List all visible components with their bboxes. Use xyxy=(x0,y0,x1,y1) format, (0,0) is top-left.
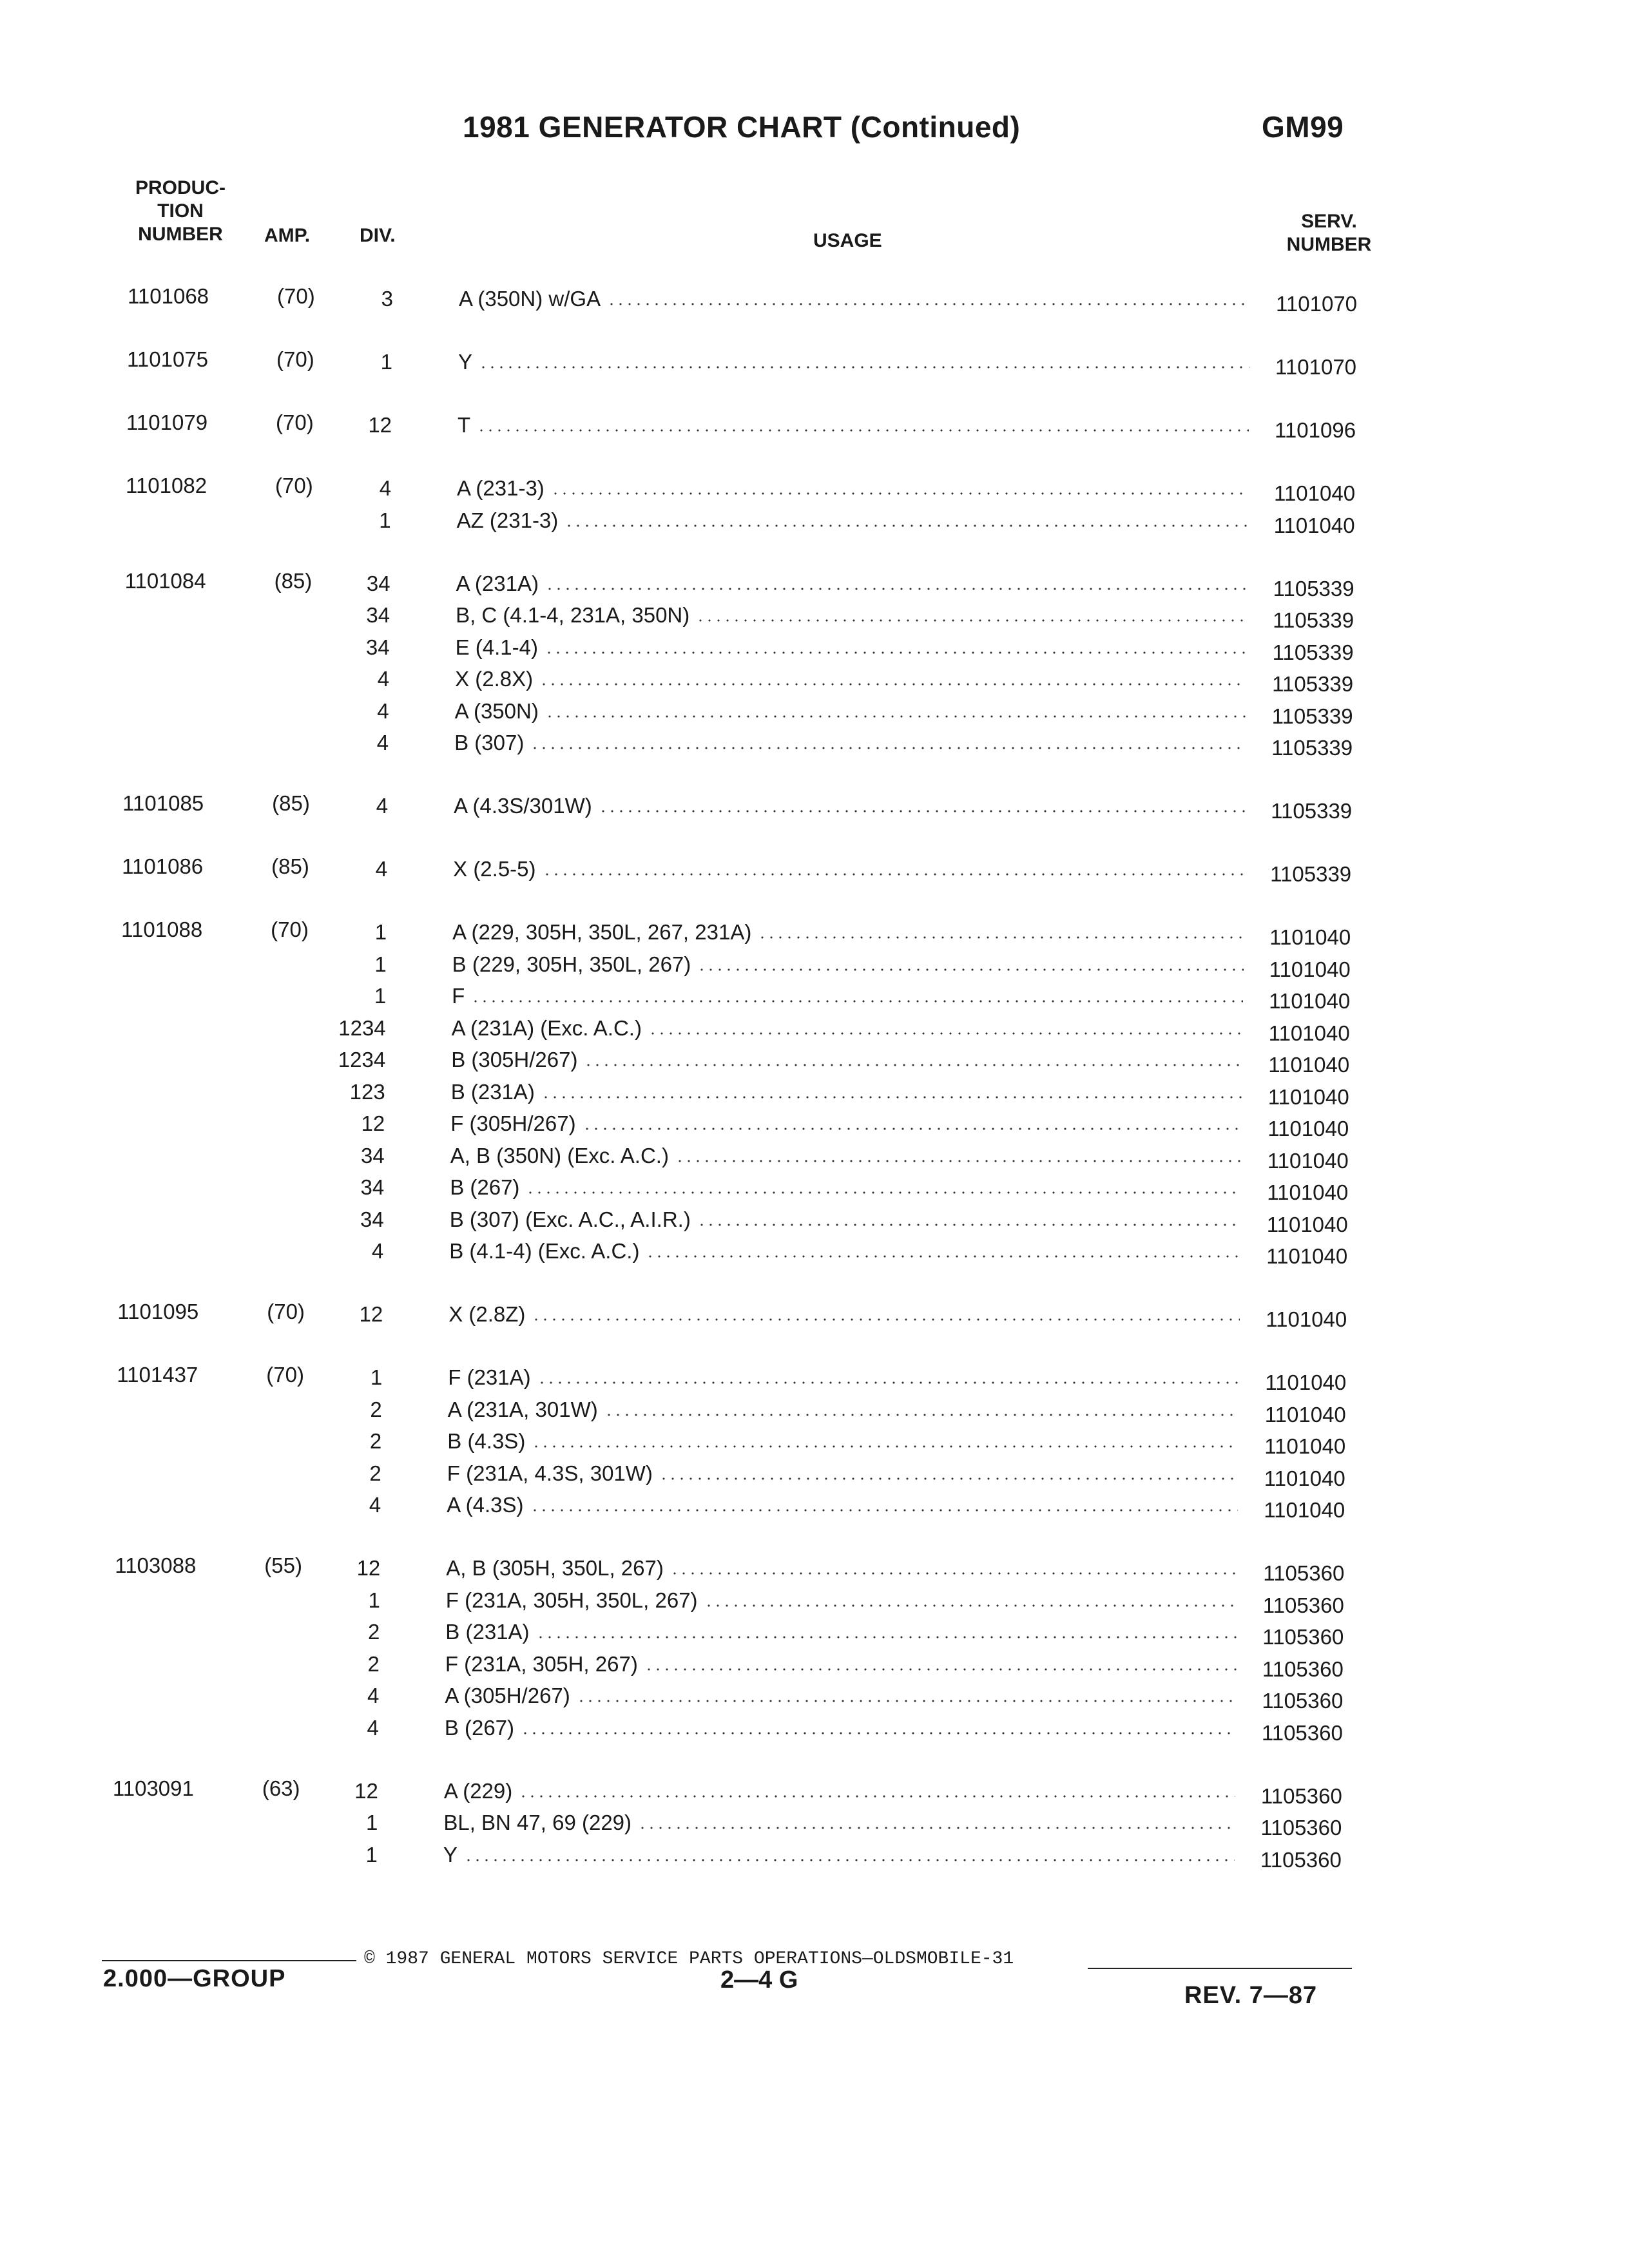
usage-entry xyxy=(453,856,1251,882)
production-number: 1101095 xyxy=(117,1300,199,1323)
usage-text: B (229, 305H, 350L, 267) xyxy=(452,952,691,976)
footer-revision: REV. 7—87 xyxy=(1184,1982,1318,2009)
dot-leader xyxy=(530,1508,1239,1512)
usage-text: F (231A, 305H, 350L, 267) xyxy=(445,1588,698,1612)
service-number: 1105360 xyxy=(1262,1625,1344,1649)
dot-leader xyxy=(604,1413,1239,1417)
division: 4 xyxy=(376,731,389,754)
usage-entry xyxy=(452,952,1250,977)
usage-text: A, B (305H, 350L, 267) xyxy=(446,1556,664,1580)
service-number: 1105339 xyxy=(1271,799,1353,823)
dot-leader xyxy=(670,1571,1237,1575)
division: 1 xyxy=(379,508,391,532)
dot-leader xyxy=(659,1477,1239,1481)
division: 2 xyxy=(370,1397,382,1421)
amperage: (70) xyxy=(271,918,309,941)
division: 4 xyxy=(367,1715,379,1740)
dot-leader xyxy=(532,1318,1240,1321)
production-number: 1101075 xyxy=(127,347,209,371)
division: 2 xyxy=(369,1429,382,1453)
service-number: 1105360 xyxy=(1261,1720,1343,1745)
usage-text: A (4.3S) xyxy=(447,1493,524,1517)
dot-leader xyxy=(464,1858,1235,1862)
usage-text: A (229) xyxy=(443,1778,513,1803)
division: 12 xyxy=(361,1111,385,1135)
division: 34 xyxy=(360,1175,385,1199)
service-number: 1105339 xyxy=(1272,672,1354,696)
usage-text: X (2.8Z) xyxy=(448,1302,526,1326)
usage-entry xyxy=(447,1492,1244,1518)
dot-leader xyxy=(564,524,1248,528)
service-number: 1101040 xyxy=(1265,1370,1347,1394)
dot-leader xyxy=(648,1032,1243,1035)
division: 123 xyxy=(349,1079,385,1104)
usage-text: F (231A) xyxy=(448,1365,531,1389)
service-number: 1105360 xyxy=(1262,1689,1344,1713)
division: 4 xyxy=(377,698,389,723)
service-number: 1101040 xyxy=(1268,1117,1349,1140)
usage-text: B (231A) xyxy=(445,1620,530,1644)
usage-text: X (2.8X) xyxy=(455,667,534,691)
usage-entry xyxy=(455,698,1253,724)
dot-leader xyxy=(532,1445,1239,1448)
usage-text: X (2.5-5) xyxy=(453,857,536,881)
usage-text: A (231-3) xyxy=(457,476,545,500)
division: 4 xyxy=(379,476,392,500)
service-number: 1101040 xyxy=(1268,1021,1350,1045)
usage-text: B (267) xyxy=(444,1715,515,1740)
production-number: 1101082 xyxy=(126,474,207,497)
service-number: 1105339 xyxy=(1273,576,1354,601)
division: 2 xyxy=(367,1620,380,1644)
division: 34 xyxy=(360,1207,384,1231)
usage-entry xyxy=(443,1842,1241,1868)
usage-text: E (4.1-4) xyxy=(455,635,538,659)
usage-entry xyxy=(450,1111,1248,1137)
usage-entry xyxy=(445,1651,1243,1677)
document-code: GM99 xyxy=(1262,110,1344,144)
dot-leader xyxy=(477,428,1249,432)
usage-entry xyxy=(450,1207,1248,1233)
usage-entry xyxy=(456,635,1253,660)
usage-text: Y xyxy=(458,350,473,374)
usage-entry xyxy=(447,1461,1245,1486)
usage-entry xyxy=(458,349,1256,375)
usage-text: A (229, 305H, 350L, 267, 231A) xyxy=(452,920,752,944)
usage-text: B, C (4.1-4, 231A, 350N) xyxy=(456,603,690,627)
division: 1 xyxy=(368,1588,380,1612)
usage-entry xyxy=(457,476,1255,501)
division: 1 xyxy=(365,1811,378,1834)
column-header-amp: AMP. xyxy=(264,225,311,246)
usage-entry xyxy=(451,1047,1249,1073)
column-header-serv-number: SERV. NUMBER xyxy=(1286,211,1372,255)
production-number: 1101079 xyxy=(126,410,208,434)
dot-leader xyxy=(583,1127,1242,1131)
usage-text: B (307) xyxy=(454,731,525,754)
service-number: 1105339 xyxy=(1271,736,1353,760)
dot-leader xyxy=(539,682,1246,686)
service-number: 1105360 xyxy=(1262,1657,1344,1681)
usage-entry xyxy=(447,1428,1245,1454)
footer-group: 2.000—GROUP xyxy=(103,1965,286,1992)
usage-entry xyxy=(448,1397,1246,1423)
service-number: 1101040 xyxy=(1264,1466,1345,1490)
amperage: (70) xyxy=(267,1300,305,1323)
dot-leader xyxy=(599,809,1245,813)
usage-entry xyxy=(456,602,1253,628)
usage-entry xyxy=(452,1015,1249,1041)
service-number: 1101070 xyxy=(1275,355,1357,379)
division: 34 xyxy=(366,571,390,595)
production-number: 1101437 xyxy=(117,1363,198,1387)
service-number: 1101040 xyxy=(1268,1053,1350,1077)
usage-entry xyxy=(454,730,1252,756)
service-number: 1101040 xyxy=(1269,989,1351,1013)
amperage: (70) xyxy=(275,474,313,497)
division: 4 xyxy=(369,1493,381,1517)
usage-text: Y xyxy=(443,1842,458,1867)
division: 12 xyxy=(359,1302,383,1326)
service-number: 1101096 xyxy=(1275,418,1356,442)
division: 3 xyxy=(381,287,393,311)
footer-page-number: 2—4 G xyxy=(720,1966,798,1994)
production-number: 1101084 xyxy=(124,568,206,593)
dot-leader xyxy=(675,1159,1242,1163)
usage-entry xyxy=(459,286,1257,312)
service-number: 1101040 xyxy=(1266,1212,1348,1236)
production-number: 1101085 xyxy=(122,791,204,815)
dot-leader xyxy=(697,1223,1241,1227)
dot-leader xyxy=(479,365,1249,369)
usage-text: B (307) (Exc. A.C., A.I.R.) xyxy=(449,1207,691,1231)
division: 1 xyxy=(374,952,387,976)
service-number: 1101070 xyxy=(1276,292,1358,316)
column-header-div: DIV. xyxy=(360,225,396,246)
dot-leader xyxy=(646,1254,1240,1258)
amperage: (85) xyxy=(272,791,310,815)
division: 4 xyxy=(376,794,389,818)
division: 1 xyxy=(374,920,387,944)
amperage: (70) xyxy=(276,347,314,371)
division: 4 xyxy=(377,667,390,691)
dot-leader xyxy=(577,1699,1237,1703)
usage-entry xyxy=(452,919,1250,945)
usage-text: A (231A) (Exc. A.C.) xyxy=(451,1015,642,1040)
production-number: 1101086 xyxy=(122,854,204,878)
service-number: 1101040 xyxy=(1264,1498,1345,1522)
dot-leader xyxy=(638,1826,1235,1830)
dot-leader xyxy=(545,651,1247,655)
usage-text: B (231A) xyxy=(450,1079,535,1104)
usage-text: A (350N) xyxy=(454,698,539,723)
service-number: 1105339 xyxy=(1270,862,1352,886)
usage-entry xyxy=(445,1683,1242,1709)
dot-leader xyxy=(521,1731,1236,1735)
dot-leader xyxy=(545,715,1246,718)
division: 4 xyxy=(371,1239,384,1263)
usage-text: AZ (231-3) xyxy=(456,508,559,532)
service-number: 1101040 xyxy=(1269,925,1351,949)
dot-leader xyxy=(696,619,1247,622)
usage-entry xyxy=(454,793,1251,819)
usage-entry xyxy=(446,1588,1244,1613)
service-number: 1105360 xyxy=(1260,1816,1342,1840)
service-number: 1101040 xyxy=(1268,1084,1349,1109)
amperage: (85) xyxy=(274,568,313,593)
footer-rule-right xyxy=(1088,1968,1352,1969)
service-number: 1101040 xyxy=(1266,1307,1347,1331)
usage-entry xyxy=(446,1555,1244,1581)
division: 34 xyxy=(365,635,390,659)
usage-text: A (231A, 301W) xyxy=(447,1397,598,1421)
division: 12 xyxy=(368,413,392,437)
division: 12 xyxy=(354,1778,378,1803)
usage-entry xyxy=(448,1365,1246,1390)
service-number: 1101040 xyxy=(1273,513,1355,537)
footer-rule-left xyxy=(102,1960,356,1961)
amperage: (55) xyxy=(264,1553,302,1577)
usage-text: BL, BN 47, 69 (229) xyxy=(443,1811,632,1834)
usage-entry xyxy=(445,1619,1243,1645)
dot-leader xyxy=(543,872,1245,876)
division: 4 xyxy=(375,857,388,881)
footer-copyright: © 1987 GENERAL MOTORS SERVICE PARTS OPERATIONS—OLDSMOBILE-31 xyxy=(364,1949,1014,1969)
usage-entry xyxy=(456,571,1254,597)
service-number: 1105360 xyxy=(1263,1561,1345,1585)
dot-leader xyxy=(526,1191,1241,1195)
dot-leader xyxy=(584,1063,1242,1067)
amperage: (85) xyxy=(271,854,309,878)
dot-leader xyxy=(541,1095,1242,1099)
usage-entry xyxy=(457,508,1255,533)
service-number: 1101040 xyxy=(1264,1402,1346,1427)
division: 1 xyxy=(380,350,393,374)
dot-leader xyxy=(536,1635,1237,1639)
usage-entry xyxy=(450,1175,1248,1200)
service-number: 1105339 xyxy=(1273,608,1354,632)
production-number: 1101088 xyxy=(121,918,203,941)
column-header-usage: USAGE xyxy=(813,230,882,251)
usage-text: F (231A, 305H, 267) xyxy=(445,1651,638,1676)
service-number: 1105360 xyxy=(1260,1847,1342,1872)
usage-text: T xyxy=(458,413,471,437)
division: 12 xyxy=(356,1556,381,1580)
division: 1 xyxy=(370,1365,383,1389)
usage-entry xyxy=(455,666,1253,692)
division: 1 xyxy=(365,1842,378,1867)
usage-text: A (231A) xyxy=(456,571,539,595)
amperage: (70) xyxy=(276,410,314,434)
service-number: 1101040 xyxy=(1274,481,1356,505)
page-title: 1981 GENERATOR CHART (Continued) xyxy=(463,110,1021,144)
service-number: 1101040 xyxy=(1267,1148,1349,1173)
usage-entry xyxy=(450,1143,1248,1169)
usage-text: B (267) xyxy=(450,1175,520,1199)
dot-leader xyxy=(607,302,1250,306)
division: 1 xyxy=(374,984,387,1008)
service-number: 1101040 xyxy=(1264,1434,1346,1458)
division: 1234 xyxy=(338,1015,386,1040)
division: 4 xyxy=(367,1684,380,1707)
usage-entry xyxy=(452,983,1249,1009)
production-number: 1103088 xyxy=(115,1553,197,1577)
service-number: 1101040 xyxy=(1267,1180,1349,1204)
dot-leader xyxy=(697,968,1243,972)
service-number: 1105360 xyxy=(1262,1593,1344,1617)
usage-entry xyxy=(445,1715,1242,1741)
usage-text: A (305H/267) xyxy=(445,1684,570,1707)
dot-leader xyxy=(758,936,1244,939)
amperage: (70) xyxy=(266,1363,304,1387)
production-number: 1103091 xyxy=(112,1776,194,1800)
usage-entry xyxy=(458,412,1255,438)
usage-text: A (350N) w/GA xyxy=(459,287,601,311)
service-number: 1101040 xyxy=(1266,1244,1348,1268)
usage-entry xyxy=(449,1238,1247,1264)
usage-text: B (4.3S) xyxy=(447,1429,526,1453)
division: 2 xyxy=(367,1651,380,1676)
dot-leader xyxy=(644,1667,1237,1671)
column-header-production-number: PRODUC- TION NUMBER xyxy=(135,177,226,245)
usage-text: F (305H/267) xyxy=(450,1111,576,1135)
division: 2 xyxy=(369,1461,381,1485)
usage-entry xyxy=(444,1778,1242,1804)
amperage: (63) xyxy=(262,1776,300,1800)
usage-text: B (305H/267) xyxy=(451,1048,578,1072)
usage-text: F xyxy=(452,984,465,1008)
service-number: 1105339 xyxy=(1272,640,1354,664)
dot-leader xyxy=(537,1381,1240,1385)
service-number: 1105360 xyxy=(1260,1783,1342,1808)
service-number: 1105339 xyxy=(1271,704,1353,728)
usage-entry xyxy=(443,1810,1241,1836)
dot-leader xyxy=(545,587,1248,591)
usage-text: F (231A, 4.3S, 301W) xyxy=(447,1461,653,1485)
usage-text: A, B (350N) (Exc. A.C.) xyxy=(450,1143,669,1168)
division: 1234 xyxy=(338,1048,386,1072)
dot-leader xyxy=(530,746,1246,750)
amperage: (70) xyxy=(277,284,315,308)
dot-leader xyxy=(704,1604,1237,1608)
usage-entry xyxy=(448,1302,1246,1327)
division: 34 xyxy=(360,1143,385,1168)
production-number: 1101068 xyxy=(128,284,209,308)
division: 34 xyxy=(366,603,390,627)
service-number: 1101040 xyxy=(1269,957,1351,981)
dot-leader xyxy=(551,492,1248,495)
dot-leader xyxy=(519,1794,1235,1798)
dot-leader xyxy=(471,999,1243,1003)
usage-entry xyxy=(451,1079,1249,1105)
usage-text: B (4.1-4) (Exc. A.C.) xyxy=(449,1239,640,1263)
usage-text: A (4.3S/301W) xyxy=(454,794,592,818)
